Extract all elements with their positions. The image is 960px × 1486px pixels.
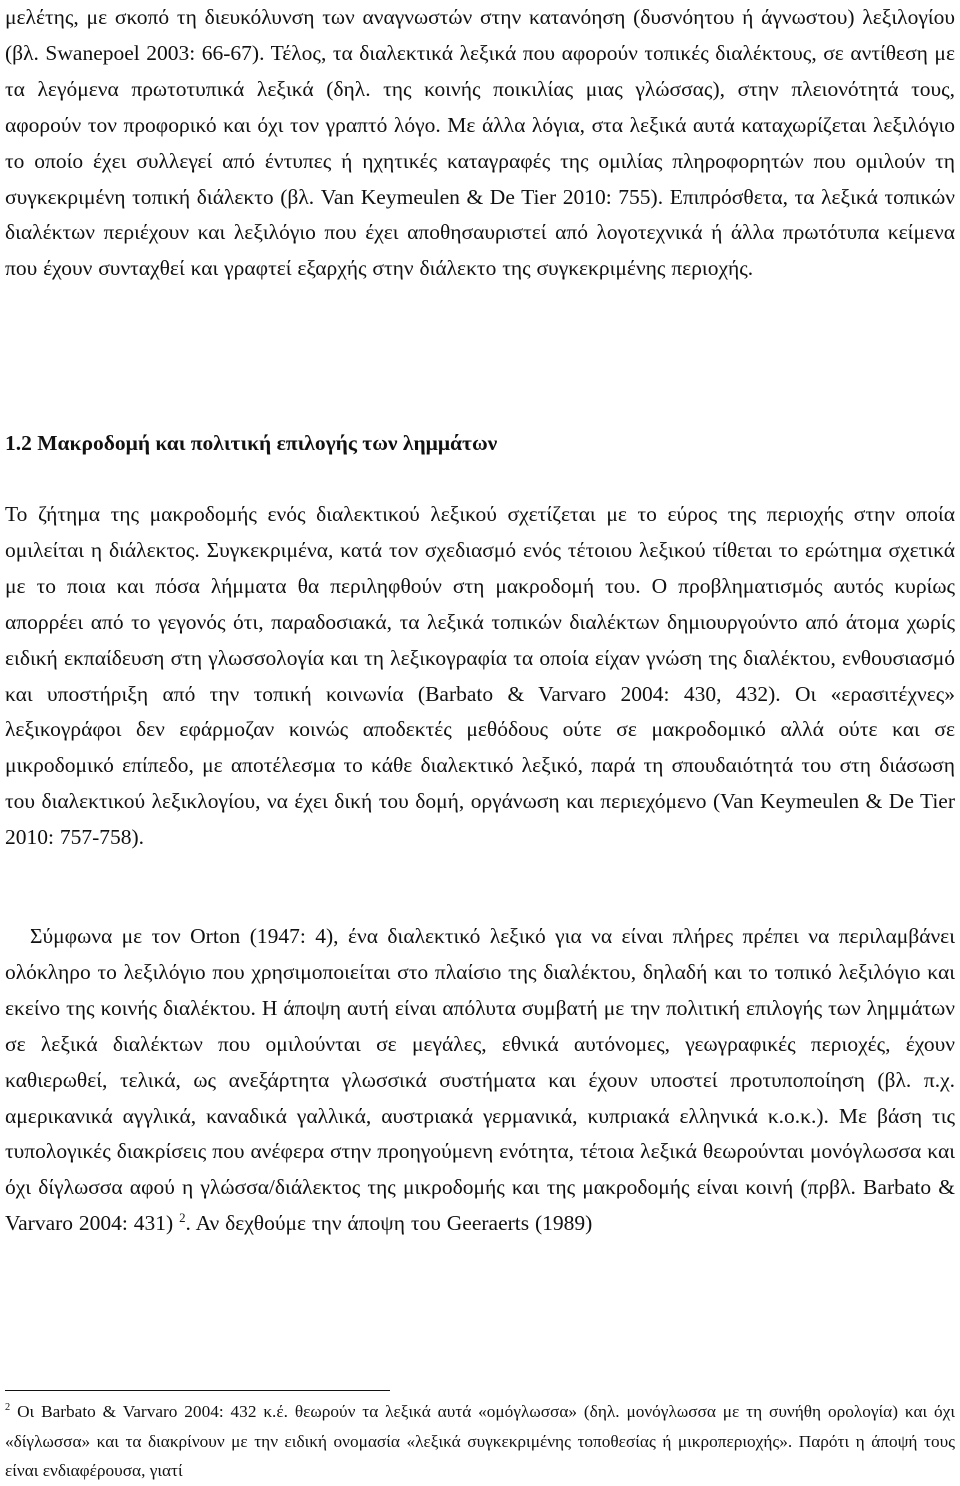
section-heading: 1.2 Μακροδομή και πολιτική επιλογής των λημμάτων xyxy=(5,431,498,455)
footnote xyxy=(5,1397,955,1486)
footnote-text: Οι Barbato & Varvaro 2004: 432 κ.έ. θεωρούν τα λεξικά αυτά «ομόγλωσσα» (δηλ. μονόγλωσσα με τη συνήθη ορολογία) και όχι «δίγλωσσα» και τα διακρίνουν με την ειδική ονομασία «λεξικά συγκεκριμένης τοποθεσίας ή μικροπεριοχής». Παρότι η άποψή τους είναι ενδιαφέρουσα, γιατί xyxy=(5,1402,955,1480)
footnote-reference[interactable]: 2 xyxy=(179,1211,186,1226)
body-paragraph-3 xyxy=(5,919,955,1242)
paragraph-3-end: . Αν δεχθούμε την άποψη του Geeraerts (1989) xyxy=(185,1211,593,1236)
paragraph-3-text: Σύμφωνα με τον Orton (1947: 4), ένα διαλεκτικό λεξικό για να είναι πλήρες πρέπει να περιλαμβάνει ολόκληρο το λεξιλόγιο που χρησιμοποιείται στο πλαίσιο της διαλέκτου, δηλαδή και το τοπικό λεξιλόγιο και εκείνο της κοινής διαλέκτου. Η άποψη αυτή είναι απόλυτα συμβατή με την πολιτική επιλογής των λημμάτων σε λεξικά διαλέκτων που ομιλούνται σε μεγάλες, εθνικά αυτόνομες, γεωγραφικές περιοχές, έχουν καθιερωθεί, τελικά, ως ανεξάρτητα γλωσσικά συστήματα και έχουν υποστεί προτυποποίηση (βλ. π.χ. αμερικανικά αγγλικά, καναδικά γαλλικά, αυστριακά γερμανικά, κυπριακά ελληνικά κ.ο.κ.). Με βάση τις τυπολογικές διακρίσεις που ανέφερα στην προηγούμενη ενότητα, τέτοια λεξικά θεωρούνται μονόγλωσσα και όχι δίγλωσσα αφού η γλώσσα/διάλεκτος της μικροδομής και της μακροδομής είναι κοινή (πρβλ. Barbato & Varvaro 2004: 431) xyxy=(5,924,955,1236)
body-paragraph-2: Το ζήτημα της μακροδομής ενός διαλεκτικού λεξικού σχετίζεται με το εύρος της περιοχής στην οποία ομιλείται η διάλεκτος. Συγκεκριμένα, κατά τον σχεδιασμό ενός τέτοιου λεξικού τίθεται το ερώτημα σχετικά με το ποια και πόσα λήμματα θα περιληφθούν στη μακροδομή του. Ο προβληματισμός αυτός κυρίως απορρέει από το γεγονός ότι, παραδοσιακά, τα λεξικά τοπικών διαλέκτων δημιουργούντο από άτομα χωρίς ειδική εκπαίδευση στη γλωσσολογία και τη λεξικογραφία τα οποία είχαν γνώση της διαλέκτου, ενθουσιασμό και υποστήριξη από την τοπική κοινωνία (Barbato & Varvaro 2004: 430, 432). Οι «ερασιτέχνες» λεξικογράφοι δεν εφάρμοζαν κοινώς αποδεκτές μεθόδους ούτε σε μακροδομικό αλλά ούτε και σε μικροδομικό επίπεδο, με αποτέλεσμα το κάθε διαλεκτικό λεξικό, παρά τη σπουδαιότητά του στη διάσωση του διαλεκτικού λεξικλογίου, να έχει δική του δομή, οργάνωση και περιεχόμενο (Van Keymeulen & De Tier 2010: 757-758). xyxy=(5,502,955,850)
footnote-number: 2 xyxy=(5,1402,11,1414)
body-paragraph-1: μελέτης, με σκοπό τη διευκόλυνση των αναγνωστών στην κατανόηση (δυσνόητου ή άγνωστου) λεξιλογίου (βλ. Swanepoel 2003: 66-67). Τέλος, τα διαλεκτικά λεξικά που αφορούν τοπικές διαλέκτους, σε αντίθεση με τα λεγόμενα πρωτοτυπικά λεξικά (δηλ. της κοινής ποικιλίας μιας γλώσσας), στην πλειονότητά τους, αφορούν τον προφορικό και όχι τον γραπτό λόγο. Με άλλα λόγια, στα λεξικά αυτά καταχωρίζεται λεξιλόγιο το οποίο έχει συλλεγεί από έντυπες ή ηχητικές καταγραφές της ομιλίας πληροφορητών που ομιλούν τη συγκεκριμένη τοπική διάλεκτο (βλ. Van Keymeulen & De Tier 2010: 755). Επιπρόσθετα, τα λεξικά τοπικών διαλέκτων περιέχουν και λεξιλόγιο που έχει αποθησαυριστεί από λογοτεχνικά ή άλλα πρωτότυπα κείμενα που έχουν συνταχθεί και γραφτεί εξαρχής στην διάλεκτο της συγκεκριμένης περιοχής. xyxy=(5,5,955,281)
footnote-separator xyxy=(5,1390,390,1391)
